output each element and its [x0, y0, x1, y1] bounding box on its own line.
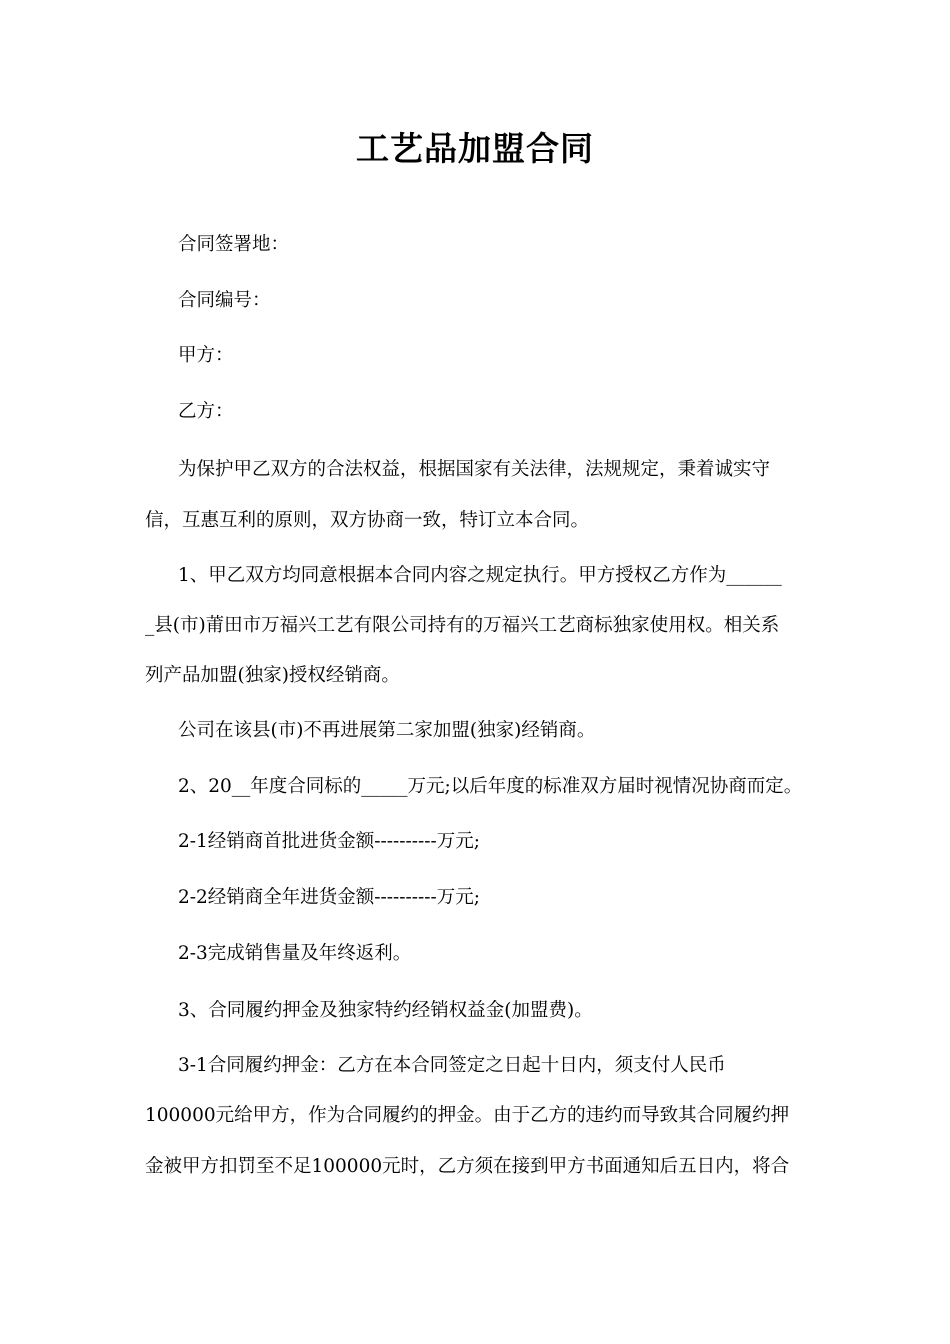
paragraph-line: 列产品加盟(独家)授权经销商。 [145, 665, 400, 686]
paragraph-line: 100000元给甲方，作为合同履约的押金。由于乙方的违约而导致其合同履约押 [145, 1105, 790, 1126]
party-a-line: 甲方： [178, 345, 234, 366]
paragraph-line: 金被甲方扣罚至不足100000元时，乙方须在接到甲方书面通知后五日内，将合 [145, 1156, 790, 1177]
paragraph-line: 2、20__年度合同标的_____万元;以后年度的标准双方届时视情况协商而定。 [178, 776, 803, 797]
contract-number-line: 合同编号： [178, 290, 271, 311]
paragraph-line: 为保护甲乙双方的合法权益，根据国家有关法律，法规规定，秉着诚实守 [178, 459, 771, 480]
paragraph-line: 信，互惠互利的原则，双方协商一致，特订立本合同。 [145, 510, 590, 531]
paragraph-line: 2-2经销商全年进货金额----------万元; [178, 887, 481, 908]
paragraph-line: _县(市)莆田市万福兴工艺有限公司持有的万福兴工艺商标独家使用权。相关系 [145, 615, 780, 636]
party-b-line: 乙方： [178, 401, 234, 422]
paragraph-line: 1、甲乙双方均同意根据本合同内容之规定执行。甲方授权乙方作为______ [178, 565, 782, 586]
paragraph-line: 公司在该县(市)不再进展第二家加盟(独家)经销商。 [178, 720, 596, 741]
paragraph-line: 3-1合同履约押金：乙方在本合同签定之日起十日内，须支付人民币 [178, 1055, 726, 1076]
paragraph-line: 3、合同履约押金及独家特约经销权益金(加盟费)。 [178, 1000, 593, 1021]
paragraph-line: 2-1经销商首批进货金额----------万元; [178, 831, 481, 852]
signing-place-line: 合同签署地： [178, 234, 290, 255]
document-title: 工艺品加盟合同 [356, 129, 594, 168]
paragraph-line: 2-3完成销售量及年终返利。 [178, 943, 412, 964]
